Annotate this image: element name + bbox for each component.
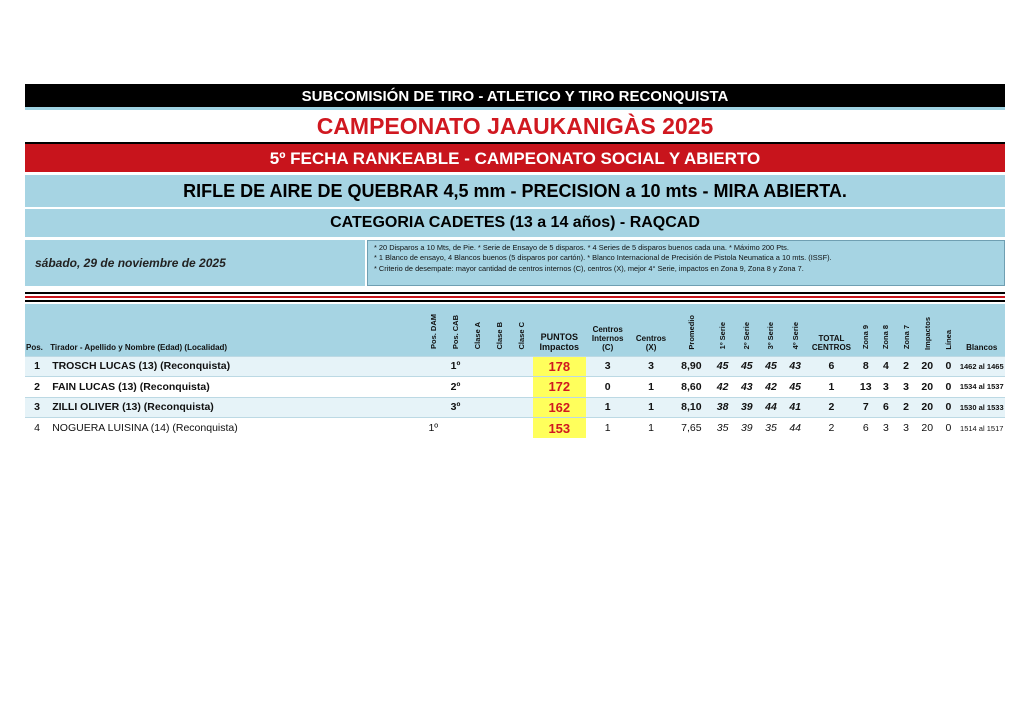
row-zona-8: 3	[876, 418, 896, 439]
row-serie-4: 44	[783, 418, 807, 439]
row-zona-8: 3	[876, 377, 896, 398]
row-pos: 3	[25, 397, 49, 418]
row-clase-c	[511, 397, 533, 418]
row-zona-7: 2	[896, 397, 916, 418]
row-average: 8,10	[672, 397, 710, 418]
table-row	[25, 377, 1005, 398]
category-banner: CATEGORIA CADETES (13 a 14 años) - RAQCAD	[25, 209, 1005, 237]
col-pos-cab: Pos. CAB	[444, 304, 466, 356]
row-pos: 4	[25, 418, 49, 439]
row-inner-centers: 0	[586, 377, 630, 398]
row-pos-cab: 1º	[444, 356, 466, 377]
row-serie-1: 38	[711, 397, 735, 418]
row-serie-4: 43	[783, 356, 807, 377]
row-centers: 1	[630, 418, 672, 439]
row-shooter: NOGUERA LUISINA (14) (Reconquista)	[49, 418, 422, 439]
table-row	[25, 356, 1005, 377]
event-date: sábado, 29 de noviembre de 2025	[25, 240, 365, 286]
col-serie-3: 3º Serie	[759, 304, 783, 356]
row-blancos: 1534 al 1537	[958, 377, 1005, 398]
col-pos-dam: Pos. DAM	[422, 304, 444, 356]
row-serie-3: 45	[759, 356, 783, 377]
row-zona-7: 2	[896, 356, 916, 377]
col-zona-9: Zona 9	[856, 304, 876, 356]
row-total-centers: 6	[807, 356, 855, 377]
results-sheet	[25, 84, 1005, 438]
row-pos-dam: 1º	[422, 418, 444, 439]
row-linea: 0	[938, 356, 958, 377]
row-blancos: 1530 al 1533	[958, 397, 1005, 418]
row-serie-3: 42	[759, 377, 783, 398]
col-linea: Línea	[938, 304, 958, 356]
row-linea: 0	[938, 377, 958, 398]
row-shooter: FAIN LUCAS (13) (Reconquista)	[49, 377, 422, 398]
row-linea: 0	[938, 418, 958, 439]
row-pos-dam	[422, 377, 444, 398]
row-pos-dam	[422, 397, 444, 418]
col-average: Promedio	[672, 304, 710, 356]
row-zona-8: 6	[876, 397, 896, 418]
row-impactos: 20	[916, 377, 938, 398]
row-impactos: 20	[916, 356, 938, 377]
row-blancos: 1514 al 1517	[958, 418, 1005, 439]
row-serie-2: 45	[735, 356, 759, 377]
row-points: 153	[533, 418, 585, 439]
info-row	[25, 240, 1005, 286]
row-points: 178	[533, 356, 585, 377]
round-banner: 5º FECHA RANKEABLE - CAMPEONATO SOCIAL Y ABIERTO	[25, 142, 1005, 172]
row-clase-a	[467, 418, 489, 439]
row-clase-c	[511, 418, 533, 439]
row-inner-centers: 1	[586, 418, 630, 439]
row-serie-1: 42	[711, 377, 735, 398]
row-clase-a	[467, 356, 489, 377]
row-average: 8,90	[672, 356, 710, 377]
col-serie-2: 2º Serie	[735, 304, 759, 356]
row-zona-7: 3	[896, 418, 916, 439]
row-clase-c	[511, 356, 533, 377]
row-pos-cab: 2º	[444, 377, 466, 398]
row-points: 172	[533, 377, 585, 398]
row-serie-2: 39	[735, 418, 759, 439]
table-header-row	[25, 304, 1005, 356]
championship-title: CAMPEONATO JAAUKANIGÀS 2025	[25, 110, 1005, 142]
rules-note: * Criterio de desempate: mayor cantidad de centros internos (C), centros (X), mejor 4° Serie, impactos en Zona 9, Zona 8 y Zona 7.	[374, 263, 804, 273]
col-inner-centers: Centros Internos (C)	[586, 304, 630, 356]
row-zona-9: 6	[856, 418, 876, 439]
row-centers: 3	[630, 356, 672, 377]
table-row	[25, 397, 1005, 418]
row-total-centers: 1	[807, 377, 855, 398]
col-centers: Centros (X)	[630, 304, 672, 356]
col-total-centers: TOTAL CENTROS	[807, 304, 855, 356]
row-total-centers: 2	[807, 397, 855, 418]
row-linea: 0	[938, 397, 958, 418]
results-table	[25, 304, 1005, 438]
row-zona-9: 8	[856, 356, 876, 377]
row-clase-c	[511, 377, 533, 398]
row-serie-3: 35	[759, 418, 783, 439]
col-clase-a: Clase A	[467, 304, 489, 356]
organization-banner: SUBCOMISIÓN DE TIRO - ATLETICO Y TIRO RECONQUISTA	[25, 84, 1005, 110]
col-shooter: Tirador - Apellido y Nombre (Edad) (Localidad)	[49, 304, 422, 356]
row-average: 8,60	[672, 377, 710, 398]
row-clase-b	[489, 377, 511, 398]
discipline-banner: RIFLE DE AIRE DE QUEBRAR 4,5 mm - PRECISION a 10 mts - MIRA ABIERTA.	[25, 175, 1005, 207]
col-serie-4: 4º Serie	[783, 304, 807, 356]
col-blancos: Blancos	[958, 304, 1005, 356]
row-zona-9: 7	[856, 397, 876, 418]
row-shooter: TROSCH LUCAS (13) (Reconquista)	[49, 356, 422, 377]
col-pos: Pos.	[25, 304, 49, 356]
col-points: PUNTOS Impactos	[533, 304, 585, 356]
row-clase-a	[467, 397, 489, 418]
row-serie-1: 35	[711, 418, 735, 439]
row-blancos: 1462 al 1465	[958, 356, 1005, 377]
row-pos-cab	[444, 418, 466, 439]
row-impactos: 20	[916, 397, 938, 418]
rules-note: * 1 Blanco de ensayo, 4 Blancos buenos (5 disparos por cartón). * Blanco Internacional de Precisión de Pistola Neumatica a 10 mts. (ISSF).	[374, 253, 832, 263]
row-clase-b	[489, 418, 511, 439]
row-pos: 1	[25, 356, 49, 377]
col-zona-7: Zona 7	[896, 304, 916, 356]
row-serie-4: 41	[783, 397, 807, 418]
row-serie-1: 45	[711, 356, 735, 377]
col-serie-1: 1º Serie	[711, 304, 735, 356]
row-zona-9: 13	[856, 377, 876, 398]
row-impactos: 20	[916, 418, 938, 439]
row-pos-dam	[422, 356, 444, 377]
row-shooter: ZILLI OLIVER (13) (Reconquista)	[49, 397, 422, 418]
row-zona-8: 4	[876, 356, 896, 377]
row-serie-2: 43	[735, 377, 759, 398]
row-total-centers: 2	[807, 418, 855, 439]
row-inner-centers: 1	[586, 397, 630, 418]
row-clase-b	[489, 397, 511, 418]
row-clase-a	[467, 377, 489, 398]
col-clase-b: Clase B	[489, 304, 511, 356]
table-row	[25, 418, 1005, 439]
row-pos-cab: 3º	[444, 397, 466, 418]
row-centers: 1	[630, 397, 672, 418]
col-clase-c: Clase C	[511, 304, 533, 356]
row-inner-centers: 3	[586, 356, 630, 377]
row-points: 162	[533, 397, 585, 418]
row-centers: 1	[630, 377, 672, 398]
col-impactos: Impactos	[916, 304, 938, 356]
rules-note: * 20 Disparos a 10 Mts, de Pie. * Serie de Ensayo de 5 disparos. * 4 Series de 5 disparos buenos cada una. * Máximo 200 Pts.	[374, 243, 789, 252]
row-zona-7: 3	[896, 377, 916, 398]
row-clase-b	[489, 356, 511, 377]
row-serie-3: 44	[759, 397, 783, 418]
row-average: 7,65	[672, 418, 710, 439]
divider-stripes	[25, 292, 1005, 302]
rules-notes	[367, 240, 1005, 286]
row-serie-4: 45	[783, 377, 807, 398]
col-zona-8: Zona 8	[876, 304, 896, 356]
row-serie-2: 39	[735, 397, 759, 418]
row-pos: 2	[25, 377, 49, 398]
